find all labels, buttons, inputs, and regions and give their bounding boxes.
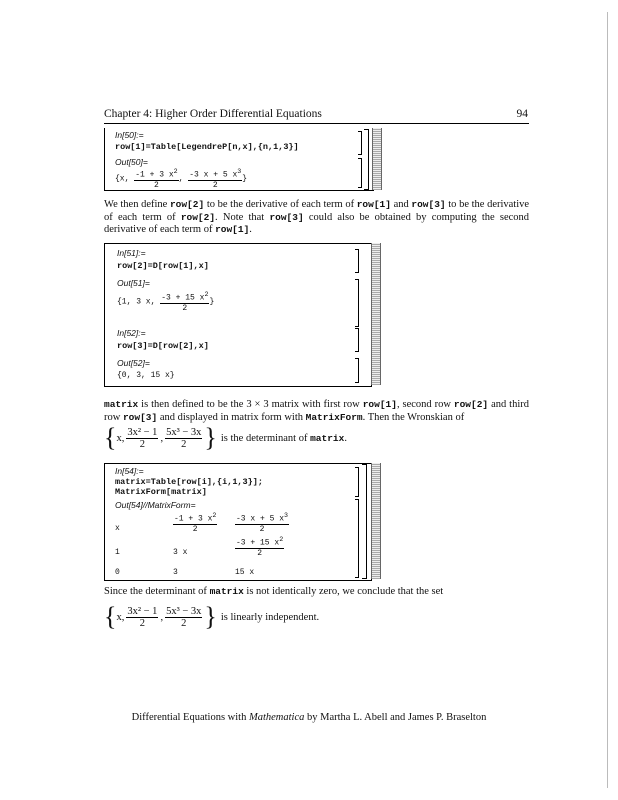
code: matrix <box>209 586 244 597</box>
text: . <box>344 432 347 444</box>
exponent: 3 <box>237 167 242 175</box>
matrix-r1c2 <box>173 511 217 534</box>
denominator: 2 <box>192 524 198 534</box>
input-code-line-1: matrix=Table[row[i],{i,1,3}]; <box>115 477 263 487</box>
group-bracket[interactable] <box>364 129 369 190</box>
input-code-line-2: MatrixForm[matrix] <box>115 487 207 497</box>
fraction <box>235 535 284 558</box>
scrollbar[interactable] <box>371 243 381 385</box>
running-header <box>104 108 528 120</box>
fraction <box>165 427 202 450</box>
out-label: Out[52]= <box>117 358 150 368</box>
notebook-cell-50 <box>104 128 374 191</box>
code: MatrixForm <box>305 411 363 423</box>
in-label: In[50]:= <box>115 130 144 140</box>
cell-bracket[interactable] <box>355 279 359 327</box>
denominator: 2 <box>259 524 265 534</box>
notebook-cell-51-52 <box>104 243 372 387</box>
code: row[1] <box>215 224 250 235</box>
scrollbar[interactable] <box>371 463 381 579</box>
output-open: {1, 3 x, <box>117 297 156 307</box>
scrollbar[interactable] <box>372 128 382 190</box>
numerator: -3 + 15 x <box>236 538 280 548</box>
page-number: 94 <box>516 108 528 120</box>
footer <box>0 712 618 723</box>
cell-bracket[interactable] <box>355 249 359 273</box>
cell-bracket[interactable] <box>355 328 359 352</box>
matrix-r3c1: 0 <box>115 568 120 577</box>
output-expression <box>117 290 214 313</box>
code: row[1] <box>356 199 391 210</box>
output-open: {x, <box>115 174 130 184</box>
text: . Then the Wronskian of <box>362 411 465 423</box>
numerator: -3 x + 5 x <box>236 514 285 524</box>
footer-italic: Mathematica <box>248 712 305 723</box>
denominator: 2 <box>257 548 263 558</box>
set-expression-1 <box>104 425 347 451</box>
out-label: Out[54]//MatrixForm= <box>115 500 196 510</box>
numerator: -3 x + 5 x <box>189 170 238 180</box>
out-label: Out[50]= <box>115 157 148 167</box>
fraction <box>188 167 242 190</box>
text: is not identically zero, we conclude that the set <box>246 586 444 597</box>
cell-bracket[interactable] <box>358 131 362 155</box>
matrix-r2c1: 1 <box>115 548 120 557</box>
paragraph-1 <box>104 199 529 237</box>
fraction <box>134 167 178 190</box>
numerator: -3 + 15 x <box>161 293 205 303</box>
paragraph-2 <box>104 399 529 424</box>
fraction <box>173 511 217 534</box>
exponent: 2 <box>204 290 209 298</box>
output-expression <box>115 167 247 190</box>
text: to be the derivative of each term of <box>104 199 530 223</box>
text: . <box>249 224 252 235</box>
denominator: 2 <box>139 438 146 450</box>
text: . Note that <box>215 211 265 223</box>
numerator: 3x² − 1 <box>127 605 158 617</box>
cell-bracket[interactable] <box>358 158 362 188</box>
text: is the determinant of <box>220 432 308 444</box>
output-value: {0, 3, 15 x} <box>117 371 175 380</box>
group-bracket[interactable] <box>362 464 367 579</box>
code: matrix <box>310 432 345 444</box>
text: Since the determinant of <box>104 586 207 597</box>
brace-open: { <box>104 423 117 452</box>
denominator: 2 <box>139 617 146 629</box>
code: row[2] <box>453 399 489 410</box>
out-label: Out[51]= <box>117 278 150 288</box>
chapter-title: Chapter 4: Higher Order Differential Equations <box>104 108 322 120</box>
denominator: 2 <box>182 303 188 313</box>
fraction <box>126 606 158 629</box>
matrix-r2c2: 3 x <box>173 548 188 557</box>
denominator: 2 <box>154 180 159 190</box>
code: row[2] <box>180 211 216 223</box>
brace-open: { <box>104 602 117 631</box>
text: We then define <box>104 199 168 210</box>
numerator: 3x² − 1 <box>127 426 158 438</box>
output-close: } <box>209 297 215 307</box>
matrix-r3c3: 15 x <box>235 568 255 577</box>
in-label: In[51]:= <box>117 248 146 258</box>
set-x: x, <box>116 432 125 444</box>
in-label: In[54]:= <box>115 466 144 476</box>
cell-bracket[interactable] <box>355 358 359 383</box>
input-code: row[1]=Table[LegendreP[n,x],{n,1,3}] <box>115 142 299 152</box>
exponent: 3 <box>284 511 289 519</box>
exponent: 2 <box>212 511 217 519</box>
cell-bracket[interactable] <box>355 467 359 497</box>
denominator: 2 <box>181 617 187 629</box>
text: , second row <box>396 399 451 410</box>
separator: , <box>178 174 184 184</box>
notebook-cell-54 <box>104 463 372 581</box>
code: row[3] <box>269 211 304 223</box>
code: row[1] <box>362 399 397 410</box>
paragraph-3 <box>104 586 529 599</box>
numerator: 5x³ − 3x <box>166 605 202 617</box>
exponent: 2 <box>279 535 284 543</box>
input-code: row[2]=D[row[1],x] <box>117 261 209 271</box>
text: to be the derivative of each term of <box>206 199 355 210</box>
denominator: 2 <box>212 180 218 190</box>
text: could also be obtained by computing the second derivative of each term of <box>104 211 530 235</box>
separator: , <box>160 432 164 444</box>
set-x: x, <box>116 611 125 623</box>
matrix-r3c2: 3 <box>173 568 178 577</box>
code: row[3] <box>411 199 446 210</box>
text: is then defined to be the 3 × 3 matrix with first row <box>141 399 360 410</box>
output-close: } <box>242 174 248 184</box>
code: row[3] <box>122 411 158 423</box>
fraction <box>126 427 158 450</box>
fraction <box>235 511 289 534</box>
cell-bracket[interactable] <box>355 499 359 578</box>
footer-text: Differential Equations with <box>131 712 247 723</box>
numerator: -1 + 3 x <box>135 170 174 180</box>
code: row[2] <box>169 199 205 210</box>
text: is linearly independent. <box>220 611 320 623</box>
matrix-r2c3 <box>235 535 284 558</box>
fraction <box>160 290 209 313</box>
header-rule <box>104 123 529 124</box>
exponent: 2 <box>173 167 178 175</box>
denominator: 2 <box>181 438 187 450</box>
footer-text: by Martha L. Abell and James P. Braselton <box>307 712 487 723</box>
page-edge-line <box>607 12 608 788</box>
text: and <box>393 199 409 210</box>
matrix-r1c3 <box>235 511 289 534</box>
brace-close: } <box>204 423 217 452</box>
code: matrix <box>104 399 139 410</box>
numerator: -1 + 3 x <box>174 514 213 524</box>
matrix-r1c1: x <box>115 524 120 533</box>
fraction <box>165 606 202 629</box>
text: and displayed in matrix form with <box>159 411 303 423</box>
text: and third row <box>104 399 530 423</box>
in-label: In[52]:= <box>117 328 146 338</box>
brace-close: } <box>204 602 217 631</box>
separator: , <box>160 611 164 623</box>
set-expression-2 <box>104 604 319 630</box>
numerator: 5x³ − 3x <box>166 426 202 438</box>
input-code: row[3]=D[row[2],x] <box>117 341 209 351</box>
